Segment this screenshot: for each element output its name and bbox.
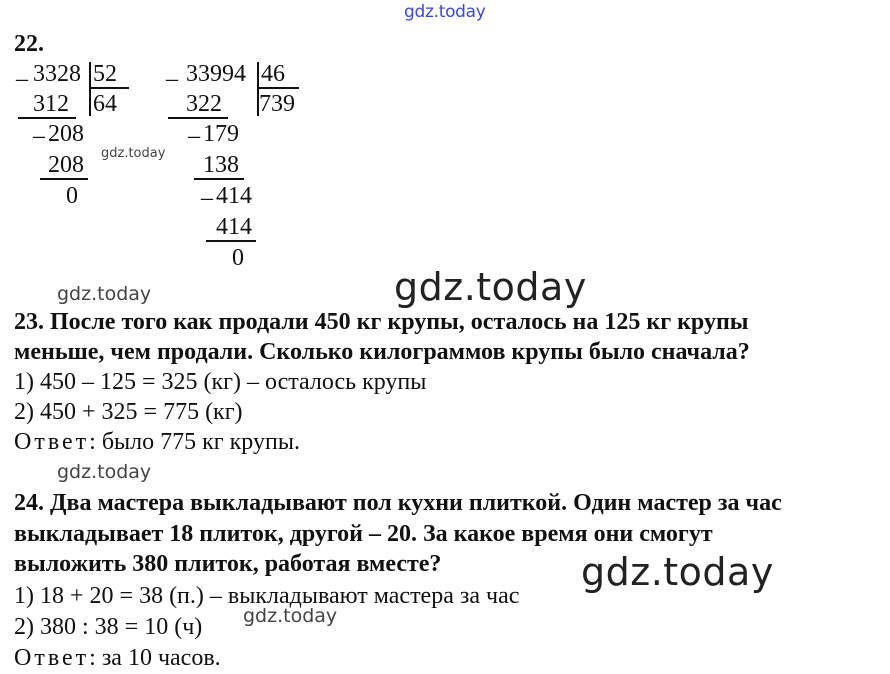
division1-divisor-line [89,87,129,89]
task24-answer [14,644,221,672]
task24-step-2: 2) 380 : 38 = 10 (ч) [14,614,203,640]
watermark-large-2: gdz.today [581,550,774,594]
division2-remainder-1: 179 [203,121,239,147]
division2-minus: _ [166,58,178,84]
task23-question-line-2: меньше, чем продали. Сколько килограммов крупы было сначала? [14,339,750,365]
task23-step-2: 2) 450 + 325 = 775 (кг) [14,399,243,425]
division1-minus-2: _ [33,115,45,141]
division2-divisor: 46 [261,61,285,87]
division2-subtrahend-1: 322 [186,91,222,117]
task23-answer-label: Ответ [14,429,90,455]
task23-question-line-1: 23. После того как продали 450 кг крупы, осталось на 125 кг крупы [14,309,749,335]
division1-line-1 [18,117,76,119]
division1-subtrahend-1: 312 [33,91,69,117]
division2-minus-2: _ [188,115,200,141]
division2-divisor-line [257,87,299,89]
division1-quotient: 64 [93,91,117,117]
task24-answer-text: : за 10 часов. [89,645,221,671]
task22-number: 22. [14,31,44,57]
task23-answer [14,428,300,456]
division1-subtrahend-2: 208 [48,152,84,178]
division2-subtrahend-2: 138 [203,152,239,178]
division1-divisor: 52 [93,61,117,87]
task23-answer-text: : было 775 кг крупы. [89,429,300,455]
division1-line-2 [40,178,88,180]
task24-answer-label: Ответ [14,645,90,671]
division1-minus: _ [16,58,28,84]
division1-result: 0 [66,183,78,209]
division2-quotient: 739 [259,91,295,117]
watermark-large-1: gdz.today [394,265,587,309]
division2-dividend: 33994 [186,61,246,87]
division1-bracket [89,62,91,116]
division2-result: 0 [232,245,244,271]
task24-question-line-3: выложить 380 плиток, работая вместе? [14,551,442,577]
watermark-top: gdz.today [404,2,486,22]
watermark-medium-1: gdz.today [57,283,152,305]
task24-step-1: 1) 18 + 20 = 38 (п.) – выкладывают мастера за час [14,583,520,609]
division2-remainder-2: 414 [216,183,252,209]
watermark-medium-2: gdz.today [57,461,152,483]
task23-step-1: 1) 450 – 125 = 325 (кг) – осталось крупы [14,369,427,395]
task24-question-line-2: выкладывает 18 плиток, другой – 20. За какое время они смогут [14,521,713,547]
division1-dividend: 3328 [33,61,81,87]
division1-remainder-1: 208 [48,121,84,147]
task24-question-line-1: 24. Два мастера выкладывают пол кухни плиткой. Один мастер за час [14,490,782,516]
watermark-small: gdz.today [101,146,166,161]
division2-line-3 [206,240,256,242]
division2-subtrahend-3: 414 [216,214,252,240]
division2-minus-3: _ [201,177,213,203]
watermark-medium-3: gdz.today [243,605,338,627]
